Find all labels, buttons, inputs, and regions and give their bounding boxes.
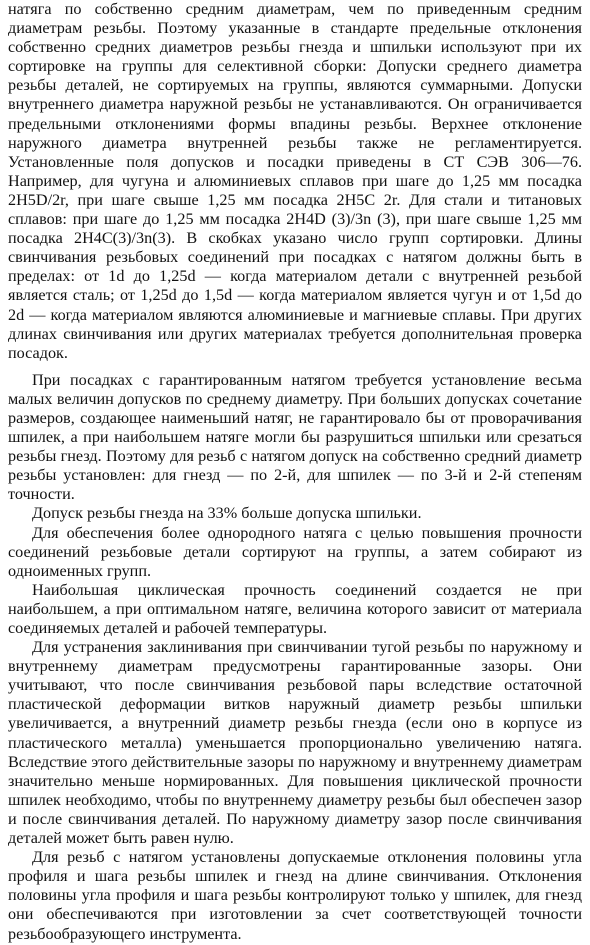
paragraph-3: Допуск резьбы гнезда на 33% больше допуска шпильки. [32, 504, 422, 523]
paragraph-6: Для устранения заклинивания при свинчивании тугой резьбы по наружному и внутреннему диаметрам предусмотрены гарантированные зазоры. Они учитывают, что после свинчивания резьбовой пары вследствие остаточной пластической деформации витков наружный диаметр резьбы шпильки увеличивается, а внутренний диаметр резьбы гнезда (если оно в корпусе из пластического металла) уменьшается пропорционально увеличению натяга. Вследствие этого действительные зазоры по наружному и внутреннему диаметрам значительно меньше нормированных. Для повышения циклической прочности шпилек необходимо, чтобы по внутреннему диаметру резьбы был обеспечен зазор и после свинчивания деталей. По наружному диаметру зазор после свинчивания деталей может быть равен нулю. [8, 638, 582, 848]
document-page [8, 0, 582, 945]
paragraph-spacer [8, 363, 582, 371]
paragraph-5: Наибольшая циклическая прочность соединений создается не при наибольшем, а при оптимальном натяге, величина которого зависит от материала соединяемых деталей и рабочей температуры. [8, 580, 582, 637]
paragraph-1: натяга по собственно средним диаметрам, чем по приведенным средним диаметрам резьбы. Поэтому указанные в стандарте предельные отклонения собственно средних диаметров резьбы гнезда и шпильки используют при их сортировке на группы для селективной сборки: Допуски среднего диаметра резьбы деталей, не сортируемых на группы, являются суммарными. Допуски внутреннего диаметра наружной резьбы не устанавливаются. Он ограничивается предельными отклонениями формы впадины резьбы. Верхнее отклонение наружного диаметра внутренней резьбы также не регламентируется. Установленные поля допусков и посадки приведены в СТ СЭВ 306—76. Например, для чугуна и алюминиевых сплавов при шаге до 1,25 мм посадка 2H5D/2r, при шаге свыше 1,25 мм посадка 2H5C 2r. Для стали и титановых сплавов: при шаге до 1,25 мм посадка 2H4D (3)/3n (3), при шаге свыше 1,25 мм посадка 2H4C(3)/3n(3). В скобках указано число групп сортировки. Длины свинчивания резьбовых соединений при посадках с натягом должны быть в пределах: от 1d до 1,25d — когда материалом детали с внутренней резьбой является сталь; от 1,25d до 1,5d — когда материалом является чугун и от 1,5d до 2d — когда материалом являются алюминиевые и магниевые сплавы. При других длинах свинчивания или других материалах требуется дополнительная проверка посадок. [8, 0, 582, 362]
paragraph-7: Для резьб с натягом установлены допускаемые отклонения половины угла профиля и шага резьбы шпилек и гнезд на длине свинчивания. Отклонения половины угла профиля и шага резьбы контролируют только у шпилек, для гнезд они обеспечиваются при изготовлении за счет соответствующей точности резьбообразующего инструмента. [8, 848, 582, 943]
paragraph-4: Для обеспечения более однородного натяга с целью повышения прочности соединений резьбовые детали сортируют на группы, а затем собирают из одноименных групп. [8, 523, 582, 580]
paragraph-2: При посадках с гарантированным натягом требуется установление весьма малых величин допусков по среднему диаметру. При больших допусках сочетание размеров, создающее наименьший натяг, не гарантировало бы от проворачивания шпилек, а при наибольшем натяге могли бы разрушиться шпильки или срезаться резьбы гнезд. Поэтому для резьб с натягом допуск на собственно средний диаметр резьбы установлен: для гнезд — по 2-й, для шпилек — по 3-й и 2-й степеням точности. [8, 370, 582, 504]
